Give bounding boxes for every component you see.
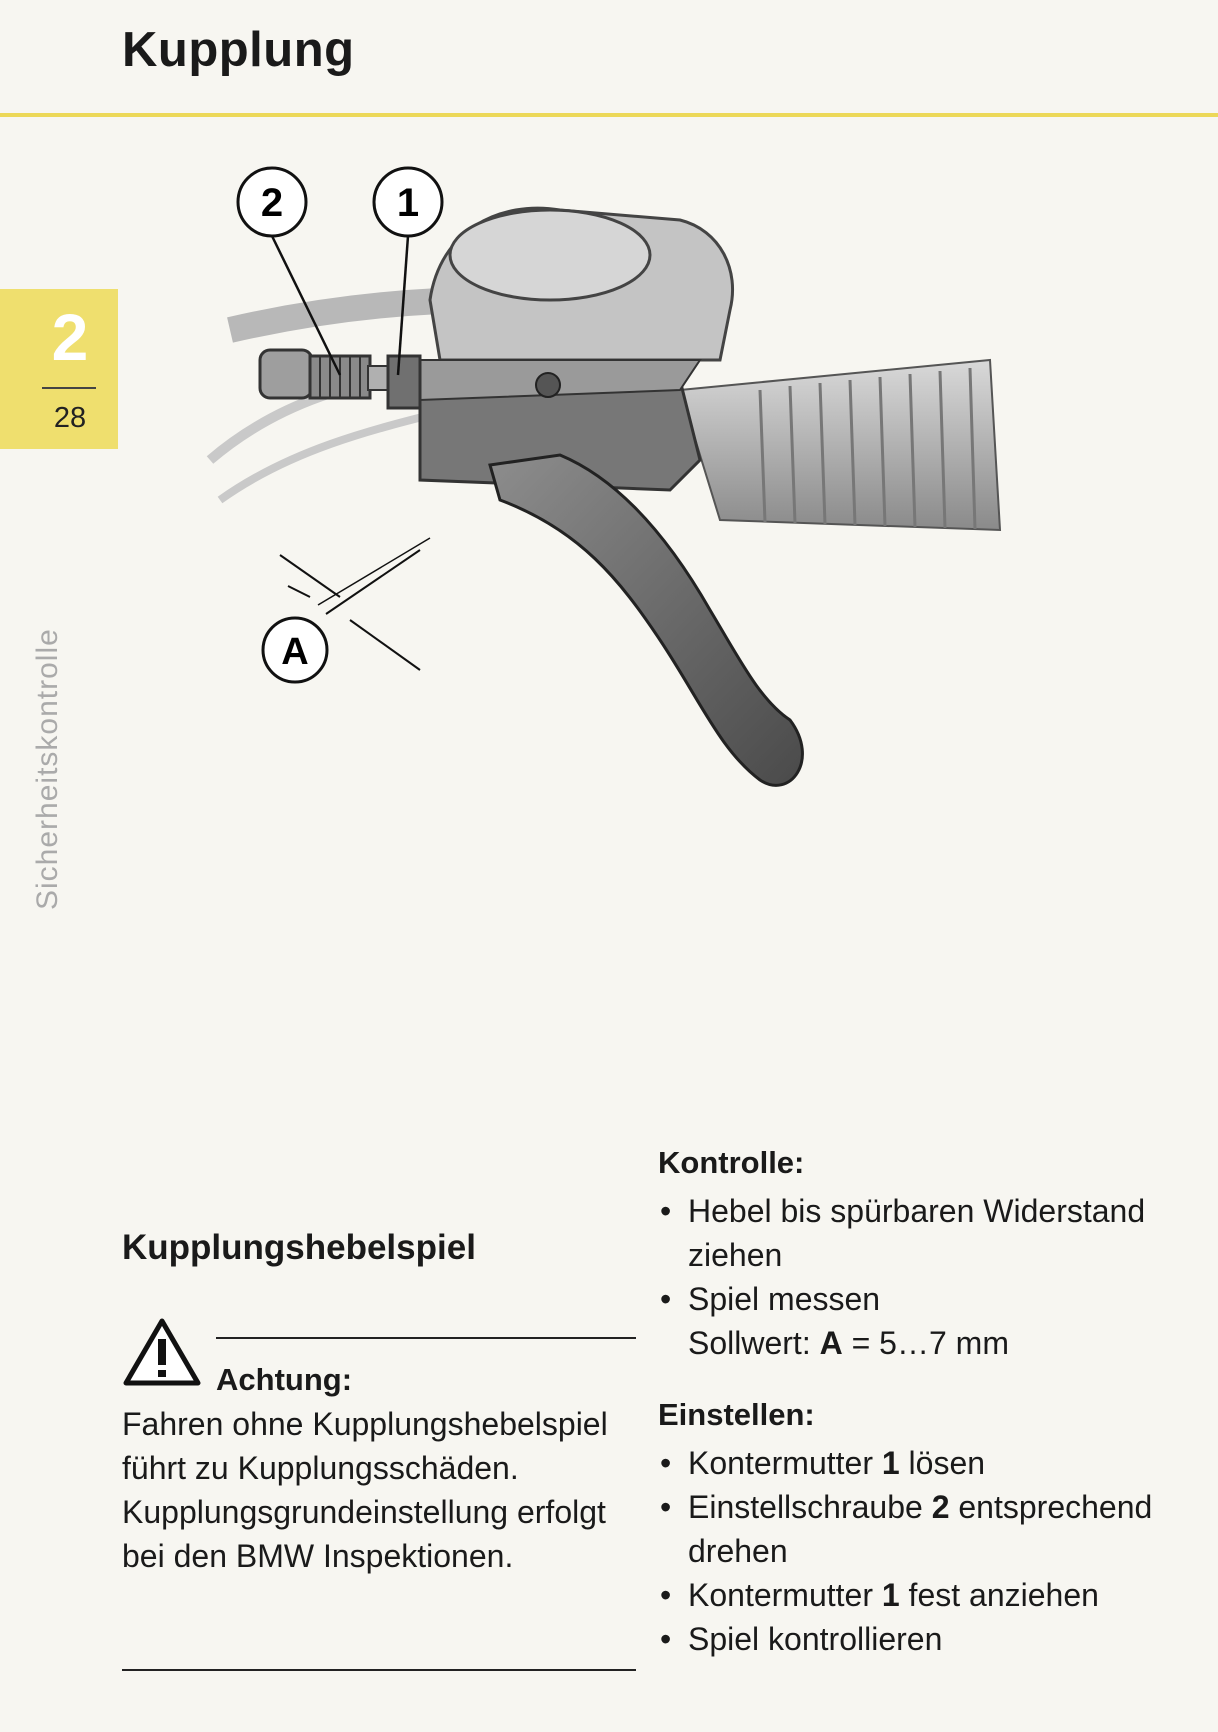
list-item: • Kontermutter 1 fest anziehen: [660, 1577, 1099, 1613]
warning-paragraph: Fahren ohne Kupplungshebelspiel führt zu Kupplungsschäden.: [122, 1406, 608, 1486]
warning-label: Achtung:: [216, 1362, 353, 1397]
list-item: • Spiel messen: [660, 1281, 881, 1317]
header-rule: [0, 113, 1218, 117]
warning-icon: [122, 1317, 202, 1387]
clutch-lever-illustration: [200, 160, 1020, 820]
list-item: • Spiel kontrollieren: [660, 1621, 943, 1657]
kontrolle-list: [658, 1189, 1178, 1321]
einstellen-list: [658, 1441, 1178, 1661]
callout-2: 2: [260, 181, 284, 225]
callout-1: 1: [396, 181, 420, 225]
list-item: • Kontermutter 1 lösen: [660, 1445, 986, 1481]
list-item: • Hebel bis spürbaren Widerstand ziehen: [660, 1193, 1146, 1273]
warning-top-rule: [216, 1337, 636, 1339]
page-number: 28: [53, 402, 87, 434]
chapter-side-label: Sicherheitskontrolle: [31, 628, 64, 910]
section-heading: Kupplungshebelspiel: [122, 1228, 476, 1267]
chapter-divider: [42, 387, 96, 389]
kontrolle-heading: Kontrolle:: [658, 1145, 805, 1180]
chapter-number: 2: [51, 300, 89, 374]
einstellen-heading: Einstellen:: [658, 1397, 815, 1432]
sollwert-line: Sollwert: A = 5…7 mm: [688, 1325, 1009, 1361]
warning-paragraph: Kupplungsgrundeinstellung erfolgt bei den BMW Inspektionen.: [122, 1494, 606, 1574]
warning-bottom-rule: [122, 1669, 636, 1671]
page-title: Kupplung: [122, 23, 355, 77]
callout-a: A: [281, 631, 309, 673]
list-item: • Einstellschraube 2 entsprechend drehen: [660, 1489, 1153, 1569]
warning-text: [122, 1402, 642, 1578]
instructions-column: [658, 1143, 1178, 1661]
